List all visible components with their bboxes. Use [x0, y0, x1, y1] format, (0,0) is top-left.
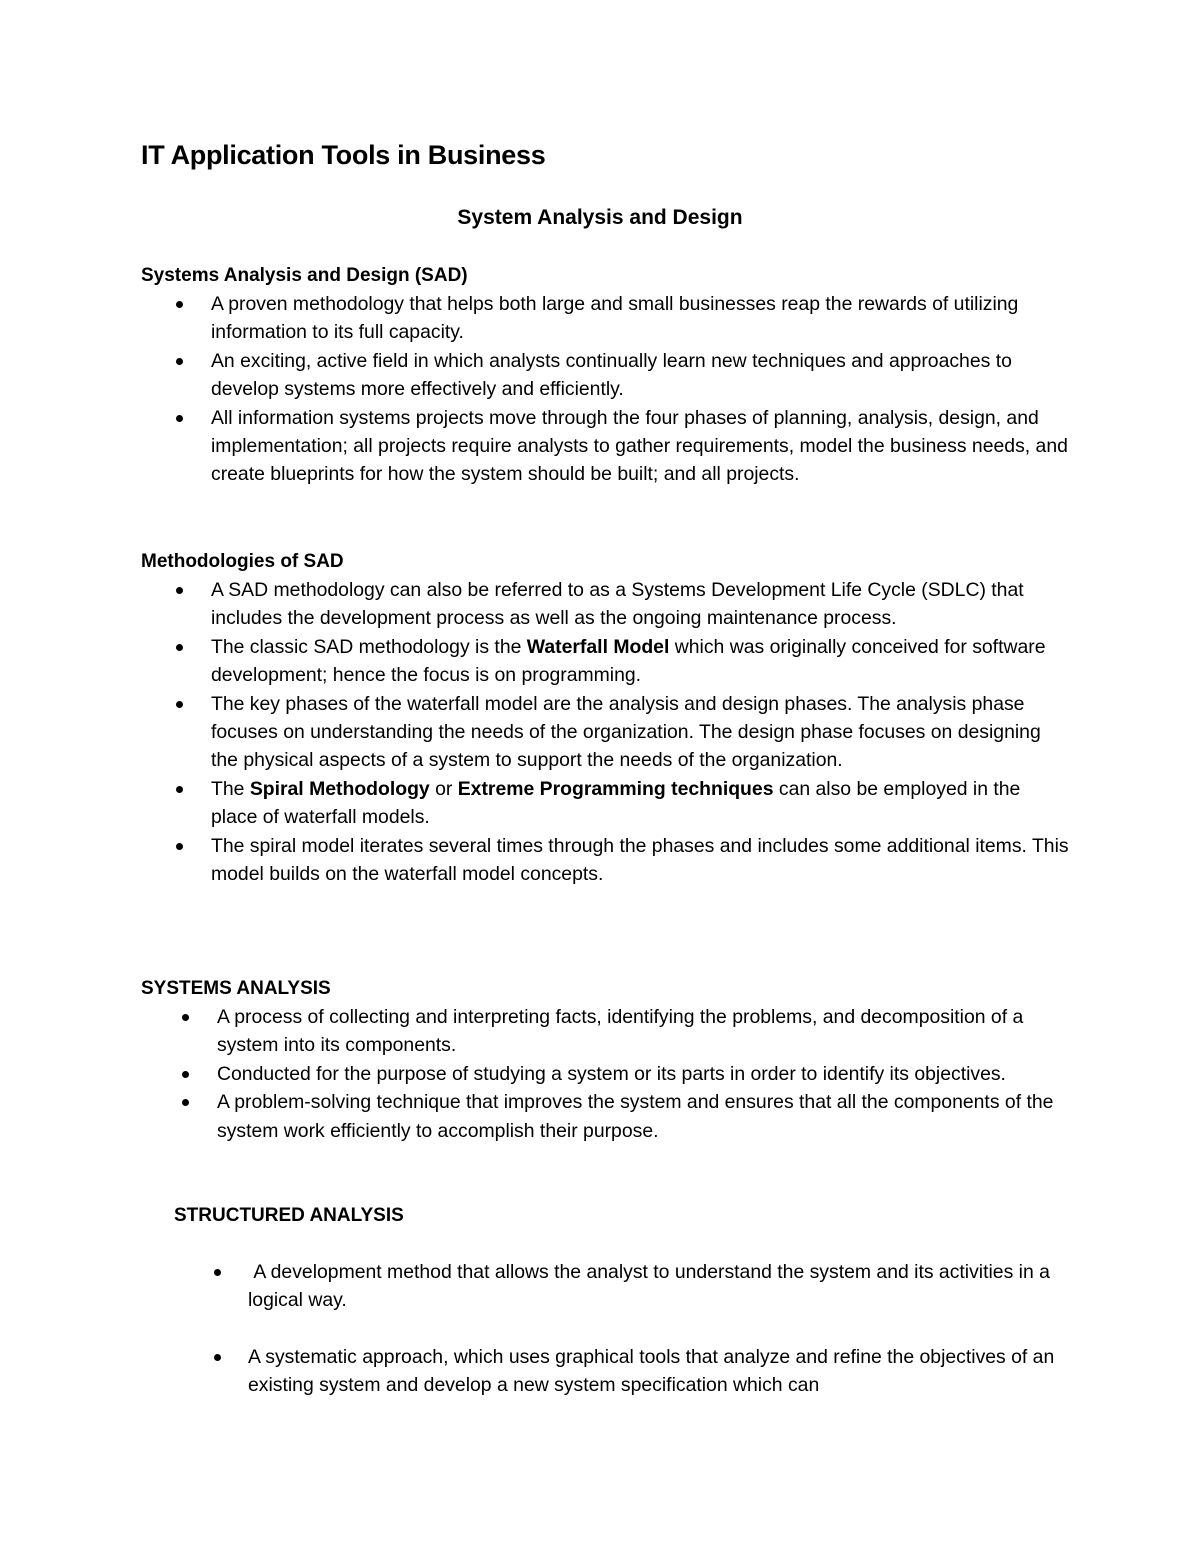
- section-systems-analysis: [141, 975, 1071, 1145]
- waterfall-model-term: Waterfall Model: [526, 635, 670, 658]
- list-item-text: which was originally conceived for software development; hence the focus is on programming.: [211, 635, 1046, 687]
- list-item-text: All information systems projects move through the four phases of planning, analysis, design, and implementation; all projects require analysts to gather requirements, model the business needs, and create blueprints for how the system should be built; and all projects.: [211, 406, 1068, 486]
- list-item-text: The classic SAD methodology is the: [211, 635, 527, 658]
- section-methodologies: [141, 548, 1071, 888]
- section-heading-methodologies: Methodologies of SAD: [141, 551, 344, 572]
- bullet-icon: [214, 1354, 221, 1361]
- list-item: [141, 576, 1071, 633]
- section-heading-structured-analysis: STRUCTURED ANALYSIS: [174, 1205, 404, 1226]
- list-item: [141, 1060, 1071, 1088]
- bullet-icon: [182, 1071, 189, 1078]
- bullet-icon: [182, 1014, 189, 1021]
- list-item: [174, 1258, 1074, 1315]
- bullet-icon: [182, 1099, 189, 1106]
- list-item: [141, 775, 1071, 832]
- list-item-text: The spiral model iterates several times through the phases and includes some additional items. This model builds on the waterfall model concepts.: [211, 834, 1069, 886]
- bullet-icon: [176, 786, 183, 793]
- list-item: [141, 347, 1071, 404]
- systems-analysis-bullet-list: [141, 1003, 1071, 1145]
- methodologies-bullet-list: [141, 576, 1071, 888]
- bullet-icon: [176, 701, 183, 708]
- structured-analysis-bullet-list: [174, 1258, 1074, 1400]
- list-item-text: The key phases of the waterfall model are the analysis and design phases. The analysis phase focuses on understanding the needs of the organization. The design phase focuses on designing the physical aspects of a system to support the needs of the organization.: [211, 692, 1041, 772]
- list-item-text: A process of collecting and interpreting facts, identifying the problems, and decomposition of a system into its components.: [217, 1006, 1024, 1057]
- list-item: [141, 633, 1071, 690]
- bullet-icon: [214, 1269, 221, 1276]
- page-title: IT Application Tools in Business: [141, 140, 546, 170]
- spiral-methodology-term: Spiral Methodology: [249, 777, 430, 800]
- list-item: [141, 690, 1071, 775]
- list-item: [141, 1003, 1071, 1060]
- extreme-programming-term: Extreme Programming techniques: [457, 777, 774, 800]
- list-item-text: The: [211, 777, 250, 800]
- list-item-text: An exciting, active field in which analysts continually learn new techniques and approaches to develop systems more effectively and efficiently.: [211, 349, 1012, 401]
- list-item-text: or: [429, 777, 458, 800]
- list-item: [141, 832, 1071, 889]
- bullet-icon: [176, 301, 183, 308]
- section-heading-sad: Systems Analysis and Design (SAD): [141, 265, 468, 286]
- sad-bullet-list: [141, 290, 1071, 489]
- section-sad: [141, 262, 1071, 489]
- list-item-text: Conducted for the purpose of studying a system or its parts in order to identify its objectives.: [217, 1062, 1006, 1085]
- section-structured-analysis: [174, 1202, 1074, 1428]
- document-subtitle: System Analysis and Design: [457, 206, 743, 229]
- bullet-icon: [176, 843, 183, 850]
- list-item-text: A systematic approach, which uses graphical tools that analyze and refine the objectives of an existing system and develop a new system specification which can: [248, 1345, 1055, 1397]
- list-item: [141, 404, 1071, 489]
- list-item-text: can also be employed in the place of waterfall models.: [211, 777, 1021, 829]
- list-item-text: A SAD methodology can also be referred to as a Systems Development Life Cycle (SDLC) that includes the development process as well as the ongoing maintenance process.: [211, 579, 1024, 630]
- section-heading-systems-analysis: SYSTEMS ANALYSIS: [141, 978, 331, 999]
- list-item: [174, 1343, 1074, 1400]
- bullet-icon: [176, 644, 183, 651]
- bullet-icon: [176, 587, 183, 594]
- list-item-text: A development method that allows the analyst to understand the system and its activities in a logical way.: [248, 1261, 1056, 1312]
- bullet-icon: [176, 358, 183, 365]
- list-item-text: A proven methodology that helps both large and small businesses reap the rewards of utilizing information to its full capacity.: [211, 293, 1019, 344]
- list-item: [141, 1088, 1071, 1145]
- bullet-icon: [176, 415, 183, 422]
- list-item: [141, 290, 1071, 347]
- list-item-text: A problem-solving technique that improves the system and ensures that all the components of the system work efficiently to accomplish their purpose.: [217, 1091, 1054, 1142]
